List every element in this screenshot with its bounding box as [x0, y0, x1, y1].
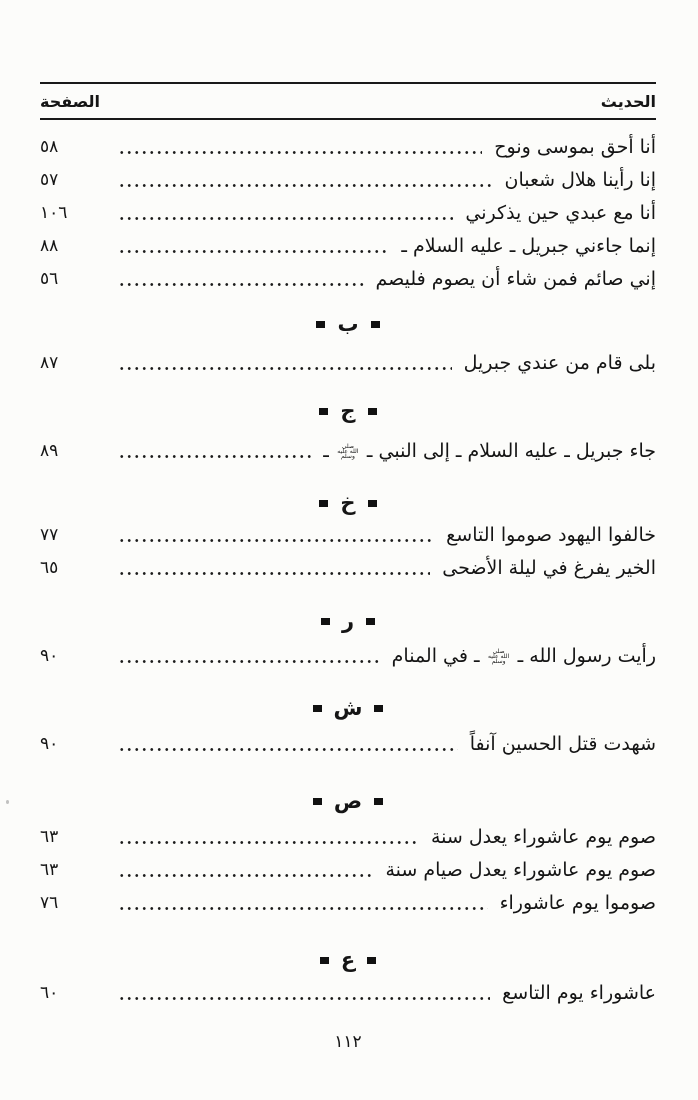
dot-leader [118, 249, 389, 254]
dot-leader [118, 366, 452, 371]
section-heading-sad [40, 786, 656, 816]
toc-entry [40, 853, 656, 886]
toc-entry [40, 130, 656, 163]
toc-entry [40, 229, 656, 262]
square-marker-icon [368, 500, 377, 507]
page-number: ٧٦ [40, 892, 59, 913]
square-marker-icon [367, 957, 376, 964]
section-letter: ش [333, 696, 363, 720]
square-marker-icon [366, 618, 375, 625]
dot-leader [118, 282, 364, 287]
page-number: ٨٧ [40, 352, 59, 373]
toc-entry [40, 346, 656, 379]
dot-leader [118, 150, 482, 155]
page-number: ٥٧ [40, 169, 59, 190]
dot-leader [118, 454, 311, 459]
square-marker-icon [374, 705, 383, 712]
hadith-text: بلى قام من عندي جبريل [463, 351, 656, 374]
hadith-text: أنا مع عبدي حين يذكرني [465, 201, 656, 224]
section-letter: خ [340, 491, 356, 515]
toc-entry [40, 976, 656, 1009]
hadith-text: إني صائم فمن شاء أن يصوم فليصم [375, 267, 656, 290]
section-heading-ba [40, 309, 656, 339]
toc-entry [40, 820, 656, 853]
hadith-text: جاء جبريل ـ عليه السلام ـ إلى النبي ـ صلى الله عليه وسلم ـ [323, 439, 656, 462]
section-letter: ع [340, 948, 356, 972]
dot-leader [118, 538, 434, 543]
folio-number: ١١٢ [334, 1032, 362, 1052]
page-number: ٥٨ [40, 136, 59, 157]
square-marker-icon [320, 957, 329, 964]
section-heading-jim [40, 396, 656, 426]
toc-entry [40, 163, 656, 196]
square-marker-icon [368, 408, 377, 415]
hadith-text: إنا رأينا هلال شعبان [504, 168, 656, 191]
dot-leader [118, 183, 493, 188]
toc-entry [40, 434, 656, 467]
saw-honorific: صلى الله عليه وسلم [488, 647, 510, 665]
page-number: ٩٠ [40, 733, 59, 754]
page-number: ٦٣ [40, 826, 59, 847]
dot-leader [118, 659, 380, 664]
page-number: ٧٧ [40, 524, 59, 545]
hadith-text: الخير يفرغ في ليلة الأضحى [442, 556, 656, 579]
section-heading-ain [40, 945, 656, 975]
page-footer [40, 1027, 656, 1057]
hadith-text: إنما جاءني جبريل ـ عليه السلام ـ [401, 234, 656, 257]
page-number: ١٠٦ [40, 202, 68, 223]
index-header [40, 84, 656, 118]
square-marker-icon [321, 618, 330, 625]
section-heading-shin [40, 693, 656, 723]
square-marker-icon [313, 705, 322, 712]
hadith-text: خالفوا اليهود صوموا التاسع [446, 523, 656, 546]
toc-entry [40, 196, 656, 229]
toc-entry [40, 727, 656, 760]
section-letter: ب [337, 312, 359, 336]
page-number: ٦٣ [40, 859, 59, 880]
dot-leader [118, 747, 458, 752]
toc-entry [40, 886, 656, 919]
dot-leader [118, 216, 453, 221]
square-marker-icon [313, 798, 322, 805]
hadith-text: صوم يوم عاشوراء يعدل صيام سنة [385, 858, 656, 881]
section-heading-kha [40, 488, 656, 518]
section-letter: ر [341, 609, 355, 633]
page-number: ٦٠ [40, 982, 59, 1003]
square-marker-icon [319, 500, 328, 507]
header-hadith-label: الحديث [600, 91, 656, 111]
dot-leader [118, 996, 490, 1001]
page-number: ٥٦ [40, 268, 59, 289]
saw-honorific: صلى الله عليه وسلم [337, 442, 359, 460]
section-heading-ra [40, 606, 656, 636]
hadith-text: صوم يوم عاشوراء يعدل سنة [430, 825, 656, 848]
hadith-text: شهدت قتل الحسين آنفاً [469, 732, 656, 755]
header-bottom-rule [40, 118, 656, 120]
dot-leader [118, 840, 419, 845]
dot-leader [118, 571, 430, 576]
hadith-text: رأيت رسول الله ـ صلى الله عليه وسلم ـ في المنام [391, 644, 656, 667]
square-marker-icon [371, 321, 380, 328]
square-marker-icon [374, 798, 383, 805]
page-number: ٩٠ [40, 645, 59, 666]
scan-artifact [6, 800, 9, 804]
hadith-text: أنا أحق بموسى ونوح [494, 135, 656, 158]
dot-leader [118, 906, 488, 911]
page-number: ٨٨ [40, 235, 59, 256]
section-letter: ص [333, 789, 363, 813]
square-marker-icon [316, 321, 325, 328]
toc-entry [40, 551, 656, 584]
toc-entry [40, 518, 656, 551]
toc-entry [40, 262, 656, 295]
hadith-text: عاشوراء يوم التاسع [502, 981, 656, 1004]
dot-leader [118, 873, 373, 878]
toc-entry [40, 639, 656, 672]
hadith-text: صوموا يوم عاشوراء [499, 891, 656, 914]
page-number: ٦٥ [40, 557, 59, 578]
header-page-label: الصفحة [40, 91, 101, 111]
page-number: ٨٩ [40, 440, 59, 461]
section-letter: ج [340, 399, 356, 423]
square-marker-icon [319, 408, 328, 415]
